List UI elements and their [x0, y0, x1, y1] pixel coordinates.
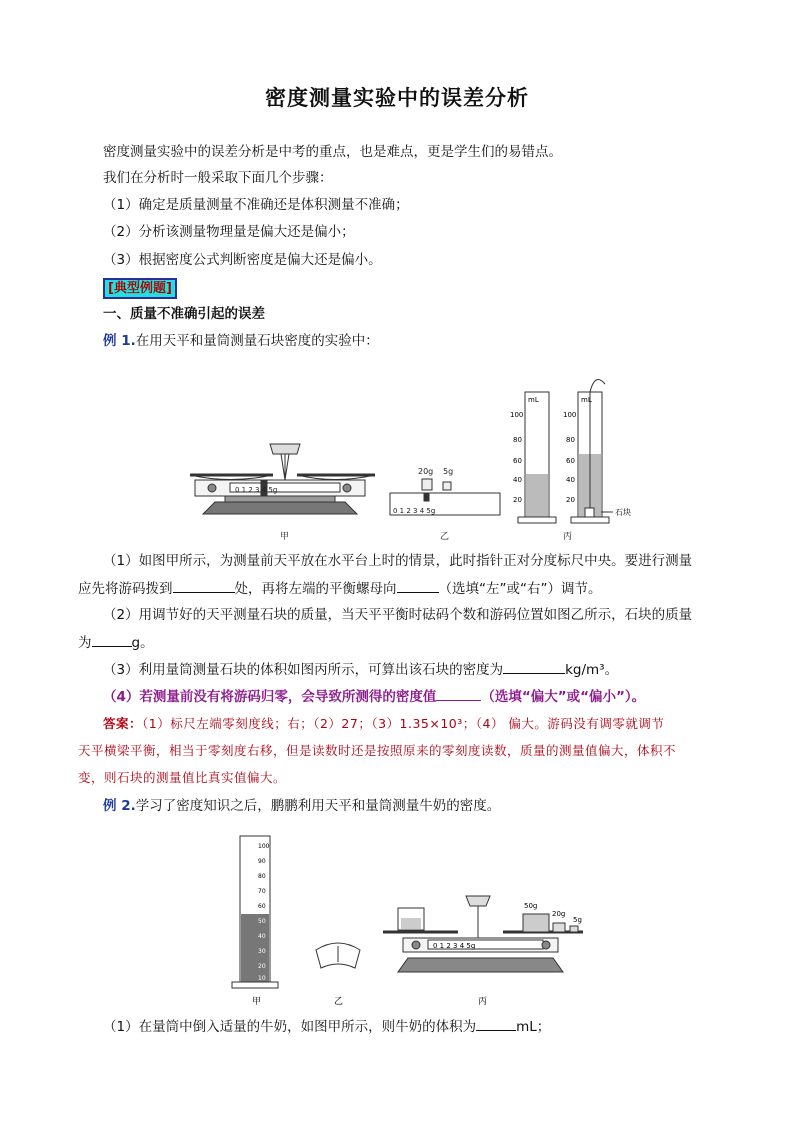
q1b-post: （选填“左”或“右”）调节。 [438, 581, 602, 597]
fig2-weight-5g: 5g [573, 916, 582, 924]
cyl-tick-40: 40 [258, 933, 266, 940]
answer-line-2: 天平横梁平衡，相当于零刻度右移，但是读数时还是按照原来的零刻度读数，质量的测量值偏大，体积不 [78, 743, 677, 758]
q1b-mid: 处，再将左端的平衡螺母向 [234, 581, 397, 597]
example-2-text: 学习了密度知识之后，鹏鹏利用天平和量筒测量牛奶的密度。 [135, 798, 501, 814]
blank-5[interactable] [436, 686, 481, 701]
ml-label-1: mL [528, 396, 539, 404]
balance-scale-labels-a: 0 1 2 3 4 5g [235, 486, 278, 494]
example-2-heading [103, 796, 500, 816]
cyl-tick-30: 30 [258, 948, 266, 955]
q2b-post: g。 [131, 635, 154, 651]
example-1-text: 在用天平和量筒测量石块密度的实验中： [135, 333, 379, 349]
intro-paragraph-2: 我们在分析时一般采取下面几个步骤： [103, 170, 333, 186]
fig2-caption-jia: 甲 [252, 997, 262, 1007]
answer-text-1: （1）标尺左端零刻度线；右；（2）27；（3）1.35×10³；（4） 偏大。游码没有调零就调节 [142, 716, 665, 731]
answer-line-3: 变，则石块的测量值比真实值偏大。 [78, 770, 287, 785]
cyl-tick-50: 50 [258, 918, 266, 925]
weight-5g-label: 5g [443, 467, 454, 476]
ex1-question-1b [78, 578, 601, 599]
cyl1-tick-40: 40 [513, 476, 522, 484]
typical-example-tag: [典型例题] [103, 278, 177, 299]
cyl-tick-20: 20 [258, 963, 266, 970]
figure-caption-bing: 丙 [563, 532, 573, 542]
blank-1[interactable] [173, 578, 235, 593]
cyl2-tick-60: 60 [566, 457, 575, 465]
cyl2-tick-80: 80 [566, 436, 575, 444]
ex1-question-3 [103, 659, 618, 680]
intro-paragraph-1: 密度测量实验中的误差分析是中考的重点，也是难点，更是学生们的易错点。 [103, 144, 562, 160]
ml-label-2: mL [581, 396, 592, 404]
blank-2[interactable] [397, 578, 439, 593]
cyl1-tick-100: 100 [510, 411, 524, 419]
blank-3[interactable] [92, 632, 132, 647]
fig2-caption-bing: 丙 [478, 997, 488, 1007]
cylinder-before [518, 392, 556, 523]
answer-label: 答案： [103, 716, 143, 731]
step-2: （2）分析该测量物理量是偏大还是偏小； [103, 224, 355, 240]
example-1-figure [185, 362, 645, 542]
cyl2-tick-100: 100 [563, 411, 577, 419]
q2b-pre: 为 [78, 635, 92, 651]
q4-post: （选填“偏大”或“偏小”）。 [481, 689, 646, 705]
figure-caption-yi: 乙 [440, 532, 450, 542]
blank-4[interactable] [503, 659, 565, 674]
step-3: （3）根据密度公式判断密度是偏大还是偏小。 [103, 252, 382, 268]
ex2-question-1 [103, 1016, 550, 1037]
q4-pre: （4）若测量前没有将游码归零，会导致所测得的密度值 [103, 689, 437, 705]
cyl-tick-100: 100 [258, 843, 270, 850]
cyl2-tick-40: 40 [566, 476, 575, 484]
weight-20g-label: 20g [418, 467, 434, 476]
q3-pre: （3）利用量筒测量石块的体积如图丙所示，可算出该石块的密度为 [103, 662, 504, 678]
ex1-question-2b [78, 632, 154, 653]
example-2-label: 例 2. [103, 798, 136, 814]
cyl-tick-90: 90 [258, 858, 266, 865]
ex1-question-4 [103, 686, 645, 707]
cyl-tick-80: 80 [258, 873, 266, 880]
dial-indicator [316, 943, 360, 968]
example-2-figure [228, 828, 598, 1008]
scale-labels-b: 0 1 2 3 4 5g [393, 507, 436, 515]
ex1-question-1a: （1）如图甲所示，为测量前天平放在水平台上时的情景，此时指针正对分度标尺中央。要进行测量 [103, 553, 693, 569]
fig2-weight-50g: 50g [524, 902, 538, 910]
answer-line-1 [103, 714, 664, 734]
example-1-label: 例 1. [103, 333, 136, 349]
q3-post: kg/m³。 [565, 662, 619, 678]
fig2-scale-labels: 0 1 2 3 4 5g [433, 942, 476, 950]
cyl1-tick-80: 80 [513, 436, 522, 444]
blank-6[interactable] [476, 1016, 516, 1031]
step-1: （1）确定是质量测量不准确还是体积测量不准确； [103, 197, 409, 213]
stone-label: 石块 [615, 508, 631, 517]
q1b-pre: 应先将游码拨到 [78, 581, 173, 597]
cyl2-tick-20: 20 [566, 496, 575, 504]
fig2-caption-yi: 乙 [334, 997, 344, 1007]
ex2-q1-pre: （1）在量筒中倒入适量的牛奶，如图甲所示，则牛奶的体积为 [103, 1019, 477, 1035]
fig2-weight-20g: 20g [552, 910, 566, 918]
cyl-tick-60: 60 [258, 903, 266, 910]
balance-diagram-a [190, 444, 375, 514]
cyl1-tick-20: 20 [513, 496, 522, 504]
example-1-heading [103, 331, 379, 351]
cyl-tick-10: 10 [258, 975, 266, 982]
cylinder-after-with-stone [571, 380, 613, 524]
ex1-question-2a: （2）用调节好的天平测量石块的质量，当天平平衡时砝码个数和游码位置如图乙所示，石块的质量 [103, 607, 693, 623]
milk-cylinder [232, 836, 278, 988]
section-heading: 一、质量不准确引起的误差 [103, 306, 265, 322]
ex2-q1-post: mL； [516, 1019, 551, 1035]
cyl-tick-70: 70 [258, 888, 266, 895]
balance-diagram-c [383, 896, 583, 972]
figure-caption-jia: 甲 [280, 532, 290, 542]
page-title: 密度测量实验中的误差分析 [265, 86, 529, 110]
cyl1-tick-60: 60 [513, 457, 522, 465]
